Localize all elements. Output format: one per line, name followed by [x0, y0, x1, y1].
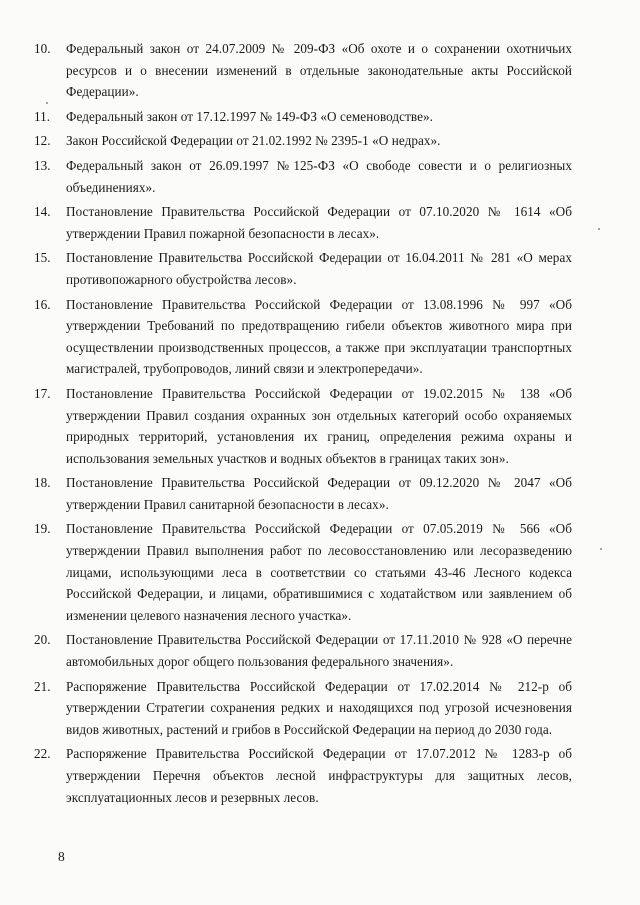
list-item: [34, 629, 572, 672]
list-item-number: 19.: [34, 521, 51, 537]
list-item: [34, 130, 572, 152]
list-item-text: Распоряжение Правительства Российской Федерации от 17.07.2012 № 1283-р об утверждении Перечня объектов лесной инфраструктуры для защитных лесов, эксплуатационных лесов и резервных лесов.: [66, 746, 572, 805]
list-item-text: Постановление Правительства Российской Федерации от 07.05.2019 № 566 «Об утверждении Правил выполнения работ по лесовосстановлению или лесоразведению лицами, использующими леса в соответствии со статьями 43-46 Лесного кодекса Российской Федерации, и лицами, обратившимися с ходатайством или заявлением об изменении целевого назначения лесного участка».: [66, 521, 572, 623]
scan-speck: [598, 228, 600, 230]
list-item-text: Постановление Правительства Российской Федерации от 17.11.2010 № 928 «О перечне автомобильных дорог общего пользования федерального значения».: [66, 632, 572, 670]
list-item: [34, 294, 572, 380]
list-item-number: 18.: [34, 475, 51, 491]
list-item: [34, 676, 572, 741]
list-item: [34, 201, 572, 244]
list-item-text: Федеральный закон от 26.09.1997 №125-ФЗ «О свободе совести и о религиозных объединениях».: [66, 157, 572, 195]
list-item-number: 10.: [34, 41, 51, 56]
scan-speck: [46, 102, 48, 104]
list-item-text: Постановление Правительства Российской Федерации от 09.12.2020 № 2047 «Об утверждении Правил санитарной безопасности в лесах».: [66, 475, 572, 512]
list-item: [34, 518, 572, 626]
list-item-text: Постановление Правительства Российской Федерации от 16.04.2011 № 281 «О мерах противопожарного обустройства лесов».: [66, 250, 572, 287]
list-item-text: Федеральный закон от 17.12.1997 № 149-ФЗ «О семеноводстве».: [66, 108, 433, 124]
scan-speck: [600, 548, 602, 550]
list-item-text: Распоряжение Правительства Российской Федерации от 17.02.2014 № 212-р об утверждении Стратегии сохранения редких и находящихся под угрозой исчезновения видов животных, растений и грибов в Российской Федерации на период до 2030 года.: [66, 678, 572, 737]
list-item-number: 20.: [34, 632, 51, 648]
list-item: [34, 38, 572, 103]
list-item: [34, 155, 572, 198]
list-item-number: 11.: [34, 108, 51, 124]
list-item-number: 15.: [34, 250, 51, 266]
list-item-text: Закон Российской Федерации от 21.02.1992 № 2395-1 «О недрах».: [66, 133, 441, 149]
list-item-text: Постановление Правительства Российской Федерации от 07.10.2020 № 1614 «Об утверждении Правил пожарной безопасности в лесах».: [66, 204, 572, 241]
list-item: [34, 472, 572, 515]
legal-acts-list: [34, 38, 572, 811]
list-item-text: Постановление Правительства Российской Федерации от 19.02.2015 № 138 «Об утверждении Правил создания охранных зон отдельных категорий особо охраняемых природных территорий, установления их границ, определения режима охраны и использования земельных участков и водных объектов в границах таких зон».: [66, 385, 572, 466]
list-item-number: 12.: [34, 133, 51, 149]
list-item-number: 21.: [34, 678, 51, 694]
list-item-number: 16.: [34, 296, 51, 312]
list-item: [34, 383, 572, 469]
list-item-number: 14.: [34, 204, 51, 220]
list-item-text: Постановление Правительства Российской Федерации от 13.08.1996 № 997 «Об утверждении Требований по предотвращению гибели объектов животного мира при осуществлении производственных процессов, а также при эксплуатации транспортных магистралей, трубопроводов, линий связи и электропередачи».: [66, 296, 572, 377]
list-item: [34, 247, 572, 290]
page-number: 8: [58, 849, 65, 864]
list-item: [34, 743, 572, 808]
list-item-number: 13.: [34, 157, 51, 173]
list-item-text: Федеральный закон от 24.07.2009 № 209-ФЗ «Об охоте и о сохранении охотничьих ресурсов и о внесении изменений в отдельные законодательные акты Российской Федерации».: [66, 41, 572, 100]
list-item: [34, 106, 572, 128]
list-item-number: 17.: [34, 385, 51, 401]
list-item-number: 22.: [34, 746, 51, 762]
